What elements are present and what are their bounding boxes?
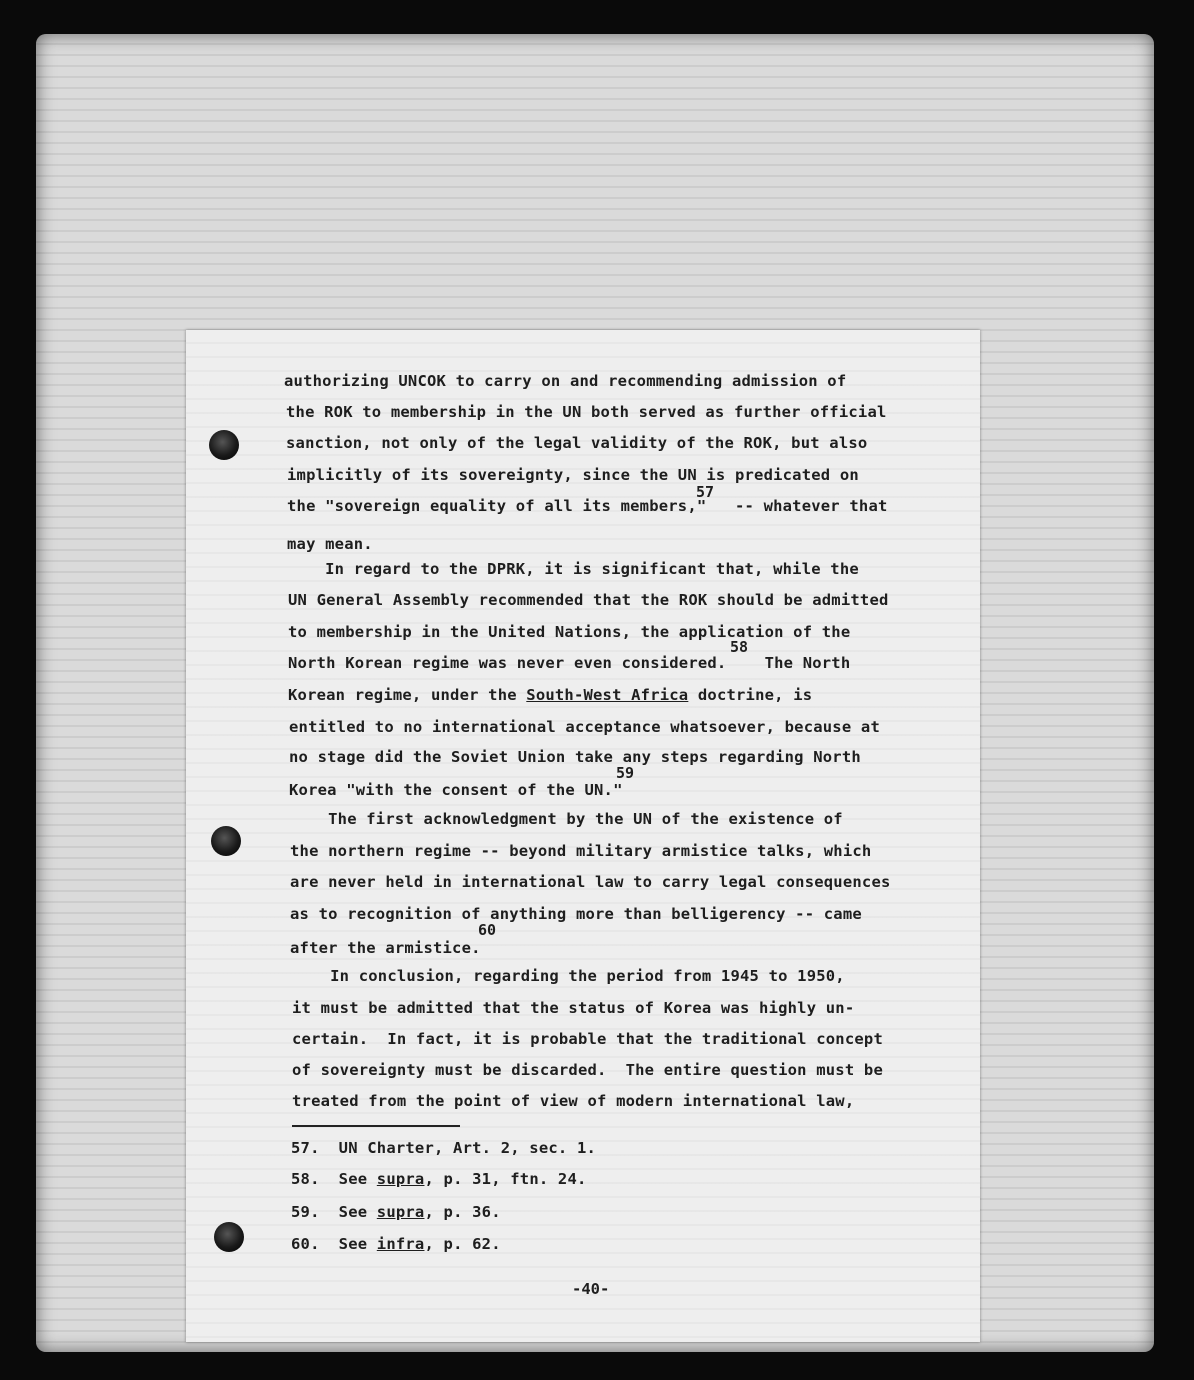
page-number: -40-	[572, 1280, 610, 1298]
body-line: In regard to the DPRK, it is significant that, while the	[287, 560, 859, 578]
body-line: In conclusion, regarding the period from 1945 to 1950,	[292, 967, 845, 985]
body-line: after the armistice.	[290, 939, 481, 957]
body-line: North Korean regime was never even considered. The North	[288, 654, 851, 672]
footnote-ref-58: 58	[730, 638, 749, 656]
body-line: entitled to no international acceptance whatsoever, because at	[289, 718, 880, 736]
body-line: UN General Assembly recommended that the ROK should be admitted	[288, 591, 889, 609]
body-line: Korean regime, under the South-West Africa doctrine, is	[288, 686, 813, 704]
citation-term: infra	[376, 1235, 425, 1253]
body-line: it must be admitted that the status of Korea was highly un-	[292, 999, 855, 1017]
body-line: The first acknowledgment by the UN of the existence of	[290, 810, 843, 828]
citation-term: supra	[376, 1203, 425, 1221]
body-line: the "sovereign equality of all its members," -- whatever that	[287, 497, 888, 515]
binder-hole	[211, 826, 241, 856]
body-line: certain. In fact, it is probable that the traditional concept	[292, 1030, 883, 1048]
footnote-ref-57: 57	[696, 483, 715, 501]
footnote-ref-59: 59	[616, 764, 635, 782]
footnote-item: 59. See supra, p. 36.	[291, 1203, 501, 1221]
body-line: the northern regime -- beyond military armistice talks, which	[290, 842, 872, 860]
body-line: implicitly of its sovereignty, since the UN is predicated on	[287, 466, 859, 484]
footnote-item: 60. See infra, p. 62.	[291, 1235, 501, 1253]
footnote-item: 58. See supra, p. 31, ftn. 24.	[291, 1170, 587, 1188]
footnote-ref-60: 60	[478, 921, 497, 939]
binder-hole	[214, 1222, 244, 1252]
body-line: to membership in the United Nations, the application of the	[288, 623, 851, 641]
citation-term: supra	[376, 1170, 425, 1188]
body-line: sanction, not only of the legal validity of the ROK, but also	[286, 434, 868, 452]
body-line: may mean.	[287, 535, 373, 553]
body-line: Korea "with the consent of the UN."	[289, 781, 623, 799]
body-line: as to recognition of anything more than belligerency -- came	[290, 905, 862, 923]
body-line: are never held in international law to carry legal consequences	[290, 873, 891, 891]
footnote-item: 57. UN Charter, Art. 2, sec. 1.	[291, 1139, 597, 1157]
body-line: of sovereignty must be discarded. The entire question must be	[292, 1061, 883, 1079]
binder-hole	[209, 430, 239, 460]
body-line: treated from the point of view of modern international law,	[292, 1092, 855, 1110]
footnote-separator	[292, 1125, 460, 1127]
body-line: no stage did the Soviet Union take any steps regarding North	[289, 748, 861, 766]
body-line: authorizing UNCOK to carry on and recommending admission of	[284, 372, 847, 390]
case-title: South-West Africa	[526, 686, 689, 704]
body-line: the ROK to membership in the UN both served as further official	[286, 403, 887, 421]
